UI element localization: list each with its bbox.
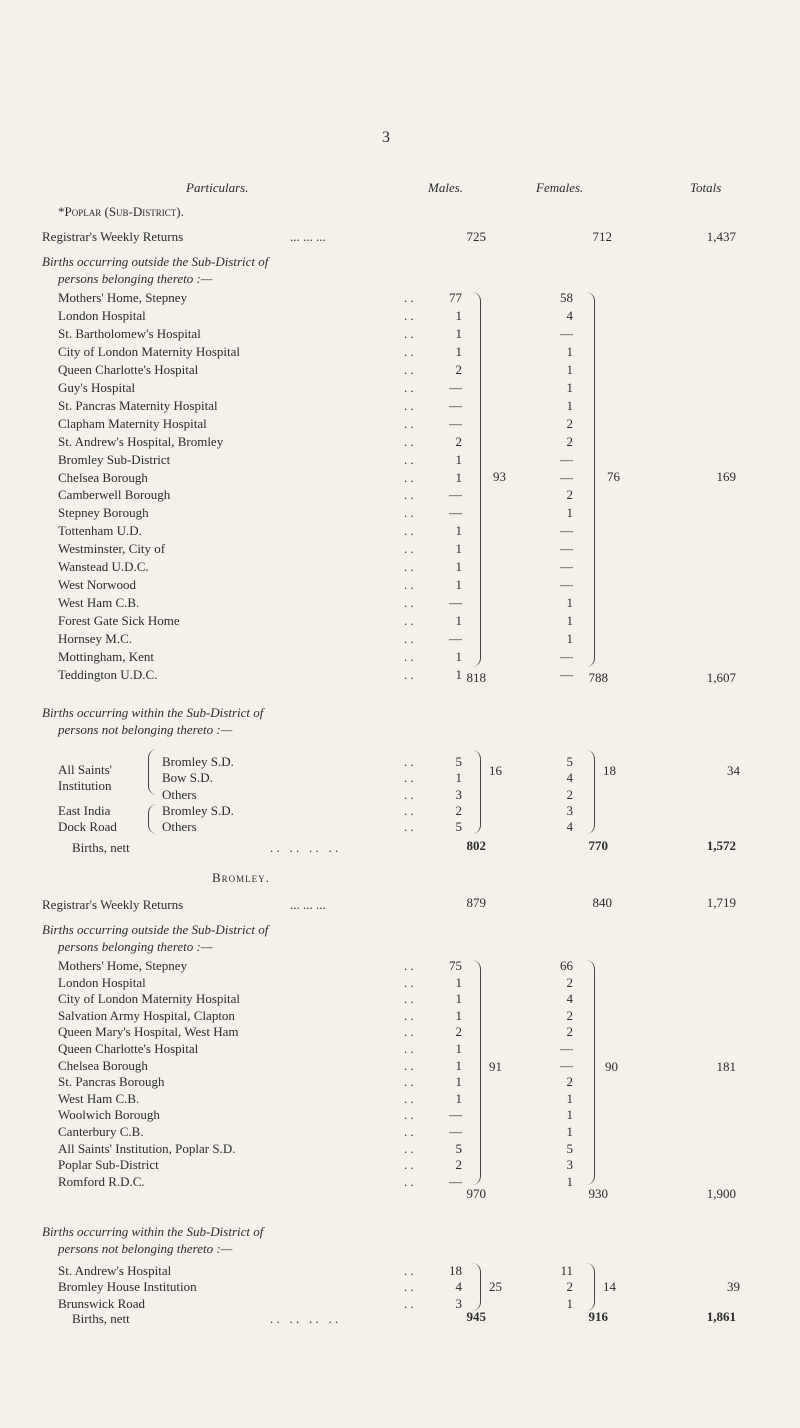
table-row-label: Mothers' Home, Stepney	[58, 290, 188, 305]
table-row-females: 5	[566, 1140, 573, 1156]
table-row-label: City of London Maternity Hospital	[58, 343, 240, 359]
dots: . .	[404, 613, 414, 629]
poplar-registrar-females: 712	[592, 229, 612, 244]
table-row-label: Mottingham, Kent	[58, 649, 155, 664]
institution-label: Institution	[58, 778, 112, 793]
table-row-females: 2	[566, 1024, 573, 1040]
table-row-label: Camberwell Borough	[58, 487, 171, 503]
table-row-males: 77	[449, 290, 462, 305]
table-row-males: 1	[455, 559, 462, 575]
table-row-label: Guy's Hospital	[58, 379, 136, 395]
table-row-label: St. Andrew's Hospital, Bromley	[58, 433, 224, 449]
bromley-title: Bromley.	[212, 870, 270, 885]
table-row-males: 1	[455, 1057, 462, 1073]
table-row-males: 2	[455, 361, 462, 377]
table-row-males: 1	[455, 325, 462, 341]
dots: . .	[404, 1124, 414, 1139]
poplar-subtotal-totals: 1,607	[706, 670, 736, 685]
poplar-registrar-label: Registrar's Weekly Returns	[42, 229, 184, 244]
dots: . .	[404, 379, 414, 395]
table-row-females: 1	[566, 613, 573, 629]
table-row-label: St. Pancras Borough	[58, 1074, 165, 1090]
table-row-males: 1	[455, 451, 462, 467]
dots: . .	[404, 523, 414, 539]
table-row-females: 1	[566, 1107, 573, 1123]
table-row-males: 2	[455, 802, 462, 818]
bromley-subtotal-males: 970	[466, 1186, 486, 1201]
brace	[148, 749, 157, 795]
dots: . .	[404, 559, 414, 575]
poplar-outside-heading-1: Births occurring outside the Sub-District of	[42, 254, 269, 269]
bromley-nett-males: 945	[466, 1309, 486, 1324]
poplar-title: *Poplar (Sub-District).	[58, 204, 184, 219]
bromley-nett-females: 916	[588, 1309, 608, 1324]
table-row-males: —	[449, 1173, 462, 1189]
table-row-males: 1	[455, 523, 462, 539]
bromley-outside-heading-2: persons belonging thereto :—	[58, 939, 213, 954]
table-row-males: 18	[449, 1263, 462, 1278]
poplar-nett-females: 770	[588, 838, 608, 853]
table-row-females: 1	[566, 505, 573, 521]
dots: . .	[404, 451, 414, 467]
bromley-registrar-label: Registrar's Weekly Returns	[42, 897, 184, 912]
all-saints-label: All Saints'	[58, 762, 112, 777]
bromley-outside-males-total: 91	[489, 1059, 502, 1074]
table-row-females: 1	[566, 343, 573, 359]
table-row-females: 1	[566, 1090, 573, 1106]
poplar-within-heading-1: Births occurring within the Sub-District of	[42, 705, 264, 720]
table-row-label: London Hospital	[58, 307, 146, 323]
dots: . .	[404, 343, 414, 359]
dots: . .	[404, 595, 414, 611]
poplar-registrar-totals: 1,437	[706, 229, 736, 244]
table-row-label: Hornsey M.C.	[58, 631, 133, 647]
bromley-within-females-total: 14	[603, 1279, 616, 1294]
dots: . .	[404, 754, 414, 769]
table-row-males: 5	[455, 754, 462, 769]
table-row-females: 1	[566, 397, 573, 413]
table-row-label: Bromley S.D.	[162, 802, 234, 818]
bromley-within-heading-2: persons not belonging thereto :—	[58, 1241, 233, 1256]
table-row-males: 1	[455, 577, 462, 593]
table-row-females: 4	[566, 307, 573, 323]
dots: . .	[404, 325, 414, 341]
table-row-females: 2	[566, 786, 573, 802]
table-row-males: 1	[455, 991, 462, 1007]
table-row-label: St. Andrew's Hospital	[58, 1263, 172, 1278]
poplar-within-heading-2: persons not belonging thereto :—	[58, 722, 233, 737]
dots: . .	[404, 433, 414, 449]
table-row-label: Brunswick Road	[58, 1295, 146, 1311]
table-row-females: 2	[566, 1007, 573, 1023]
table-row-males: —	[449, 487, 462, 503]
table-row-females: 66	[560, 958, 573, 973]
table-row-label: St. Bartholomew's Hospital	[58, 325, 201, 341]
brace	[148, 804, 157, 834]
dots: . .	[404, 1157, 414, 1173]
header-particulars: Particulars.	[186, 180, 249, 195]
table-row-males: 1	[455, 649, 462, 664]
table-row-label: Bromley S.D.	[162, 754, 234, 769]
dots: . .	[404, 1090, 414, 1106]
table-row-label: Others	[162, 819, 197, 835]
header-totals: Totals	[690, 180, 722, 195]
table-row-males: 1	[455, 613, 462, 629]
table-row-females: —	[560, 559, 573, 575]
dock-road-label: Dock Road	[58, 819, 117, 834]
table-row-label: Bromley House Institution	[58, 1279, 197, 1295]
bromley-nett-label: Births, nett	[72, 1311, 130, 1326]
poplar-outside-totals: 169	[716, 469, 736, 484]
table-row-males: 1	[455, 1090, 462, 1106]
dots: . .	[404, 469, 414, 485]
dots: . .	[404, 991, 414, 1007]
table-row-females: 1	[566, 1124, 573, 1139]
table-row-label: Romford R.D.C.	[58, 1173, 145, 1189]
dots: . .	[404, 1107, 414, 1123]
table-row-males: 75	[449, 958, 462, 973]
bromley-outside-females-total: 90	[605, 1059, 618, 1074]
table-row-label: Chelsea Borough	[58, 469, 148, 485]
table-row-females: 4	[566, 819, 573, 835]
table-row-males: 1	[455, 974, 462, 990]
table-row-females: —	[560, 523, 573, 539]
poplar-subtotal-males: 818	[466, 670, 486, 685]
dots: . .	[404, 541, 414, 557]
table-row-males: 2	[455, 1157, 462, 1173]
bromley-outside-totals: 181	[716, 1059, 736, 1074]
table-row-label: All Saints' Institution, Poplar S.D.	[58, 1140, 236, 1156]
table-row-females: 58	[560, 290, 573, 305]
poplar-outside-heading-2: persons belonging thereto :—	[58, 271, 213, 286]
dots: ... ... ...	[290, 897, 326, 912]
table-row-label: Others	[162, 786, 197, 802]
table-row-males: —	[449, 415, 462, 431]
table-row-label: Salvation Army Hospital, Clapton	[58, 1007, 235, 1023]
dots: . .	[404, 577, 414, 593]
dots: . .	[404, 958, 414, 973]
dots: . .	[404, 649, 414, 664]
dots: . .	[404, 1074, 414, 1090]
bromley-nett-totals: 1,861	[706, 1309, 736, 1324]
table-row-label: West Ham C.B.	[58, 595, 140, 611]
table-row-label: Queen Mary's Hospital, West Ham	[58, 1024, 239, 1040]
bromley-within-males-total: 25	[489, 1279, 502, 1294]
table-row-label: Forest Gate Sick Home	[58, 613, 180, 629]
table-row-label: West Norwood	[58, 577, 137, 593]
table-row-label: City of London Maternity Hospital	[58, 991, 240, 1007]
table-row-females: 2	[566, 1074, 573, 1090]
page-number: 3	[382, 129, 390, 146]
bromley-registrar-females: 840	[592, 895, 612, 910]
table-row-label: Queen Charlotte's Hospital	[58, 361, 199, 377]
table-row-females: 2	[566, 1279, 573, 1295]
table-row-males: —	[449, 1124, 462, 1139]
dots: . .	[404, 290, 414, 305]
table-row-males: 1	[455, 770, 462, 786]
dots: . .	[404, 361, 414, 377]
table-row-females: —	[560, 1057, 573, 1073]
table-row-males: 2	[455, 1024, 462, 1040]
poplar-nett-totals: 1,572	[706, 838, 736, 853]
header-females: Females.	[536, 180, 584, 195]
table-row-males: —	[449, 379, 462, 395]
table-row-label: Chelsea Borough	[58, 1057, 148, 1073]
table-row-label: Bow S.D.	[162, 770, 213, 786]
poplar-within-totals: 34	[727, 763, 740, 778]
dots: . .	[404, 631, 414, 647]
table-row-females: 4	[566, 991, 573, 1007]
dots: ... ... ...	[290, 229, 326, 244]
table-row-females: 11	[560, 1263, 573, 1278]
table-row-females: —	[560, 577, 573, 593]
table-row-label: Woolwich Borough	[58, 1107, 160, 1123]
table-row-females: —	[560, 1041, 573, 1056]
table-row-females: 3	[566, 1157, 573, 1173]
bromley-subtotal-females: 930	[588, 1186, 608, 1201]
bromley-subtotal-totals: 1,900	[706, 1186, 736, 1201]
table-row-label: Clapham Maternity Hospital	[58, 415, 207, 431]
dots: . .	[404, 1173, 414, 1189]
table-row-label: Poplar Sub-District	[58, 1157, 159, 1173]
table-row-males: 1	[455, 1074, 462, 1090]
table-row-females: —	[560, 325, 573, 341]
bromley-registrar-males: 879	[466, 895, 486, 910]
table-row-females: 2	[566, 433, 573, 449]
east-india-label: East India	[58, 803, 111, 818]
header-males: Males.	[428, 180, 464, 195]
table-row-males: 5	[455, 819, 462, 835]
dots: . .	[404, 1295, 414, 1311]
table-row-females: —	[560, 649, 573, 664]
table-row-males: 1	[455, 469, 462, 485]
table-row-males: 1	[455, 343, 462, 359]
dots: . .	[404, 786, 414, 802]
poplar-nett-males: 802	[466, 838, 486, 853]
bromley-within-totals: 39	[727, 1279, 740, 1294]
table-row-label: Bromley Sub-District	[58, 451, 171, 467]
table-row-females: 5	[566, 754, 573, 769]
table-row-females: 1	[566, 379, 573, 395]
table-row-females: —	[560, 666, 573, 682]
table-row-label: Queen Charlotte's Hospital	[58, 1041, 199, 1056]
dots: . .	[404, 974, 414, 990]
table-row-females: 3	[566, 802, 573, 818]
bromley-within-heading-1: Births occurring within the Sub-District of	[42, 1224, 264, 1239]
dots: . .	[404, 1279, 414, 1295]
table-row-males: —	[449, 595, 462, 611]
table-row-label: West Ham C.B.	[58, 1090, 140, 1106]
dots: . .	[404, 1041, 414, 1056]
poplar-outside-females-total: 76	[607, 469, 620, 484]
dots: . .	[404, 505, 414, 521]
poplar-subtotal-females: 788	[588, 670, 608, 685]
dots: . .	[404, 770, 414, 786]
table-row-females: 1	[566, 1173, 573, 1189]
dots: . .	[404, 307, 414, 323]
table-row-males: —	[449, 397, 462, 413]
dots: . .	[404, 819, 414, 835]
poplar-registrar-males: 725	[466, 229, 486, 244]
table-row-label: Wanstead U.D.C.	[58, 559, 149, 575]
dots: . . . . . . . .	[270, 840, 339, 855]
table-row-males: 4	[455, 1279, 462, 1295]
table-row-label: Tottenham U.D.	[58, 523, 142, 539]
table-row-females: —	[560, 541, 573, 557]
table-row-label: Stepney Borough	[58, 505, 149, 521]
table-row-males: 2	[455, 433, 462, 449]
bromley-registrar-totals: 1,719	[706, 895, 736, 910]
table-row-males: 1	[455, 541, 462, 557]
table-row-males: 3	[455, 1295, 462, 1311]
table-row-females: 1	[566, 1295, 573, 1311]
table-row-label: Westminster, City of	[58, 541, 166, 557]
table-row-females: —	[560, 469, 573, 485]
table-row-females: 1	[566, 595, 573, 611]
table-row-males: 1	[455, 307, 462, 323]
dots: . .	[404, 1263, 414, 1278]
table-row-males: 1	[455, 666, 462, 682]
poplar-outside-males-total: 93	[493, 469, 506, 484]
table-row-label: Canterbury C.B.	[58, 1124, 144, 1139]
dots: . . . . . . . .	[270, 1311, 339, 1326]
table-row-label: Teddington U.D.C.	[58, 666, 158, 682]
table-row-females: 2	[566, 974, 573, 990]
table-row-males: —	[449, 631, 462, 647]
poplar-within-males-total: 16	[489, 763, 502, 778]
table-row-females: 2	[566, 487, 573, 503]
table-row-females: 4	[566, 770, 573, 786]
dots: . .	[404, 1140, 414, 1156]
dots: . .	[404, 802, 414, 818]
dots: . .	[404, 1057, 414, 1073]
table-row-females: —	[560, 451, 573, 467]
table-row-label: Mothers' Home, Stepney	[58, 958, 188, 973]
table-row-males: 1	[455, 1041, 462, 1056]
table-row-females: 2	[566, 415, 573, 431]
table-row-males: 5	[455, 1140, 462, 1156]
dots: . .	[404, 666, 414, 682]
dots: . .	[404, 397, 414, 413]
table-row-males: —	[449, 1107, 462, 1123]
table-row-females: 1	[566, 631, 573, 647]
poplar-nett-label: Births, nett	[72, 840, 130, 855]
dots: . .	[404, 487, 414, 503]
table-row-label: St. Pancras Maternity Hospital	[58, 397, 218, 413]
bromley-outside-heading-1: Births occurring outside the Sub-District of	[42, 922, 269, 937]
table-row-males: —	[449, 505, 462, 521]
dots: . .	[404, 1024, 414, 1040]
poplar-within-females-total: 18	[603, 763, 616, 778]
table-row-males: 1	[455, 1007, 462, 1023]
table-row-females: 1	[566, 361, 573, 377]
table-row-label: London Hospital	[58, 974, 146, 990]
dots: . .	[404, 1007, 414, 1023]
table-row-males: 3	[455, 786, 462, 802]
dots: . .	[404, 415, 414, 431]
